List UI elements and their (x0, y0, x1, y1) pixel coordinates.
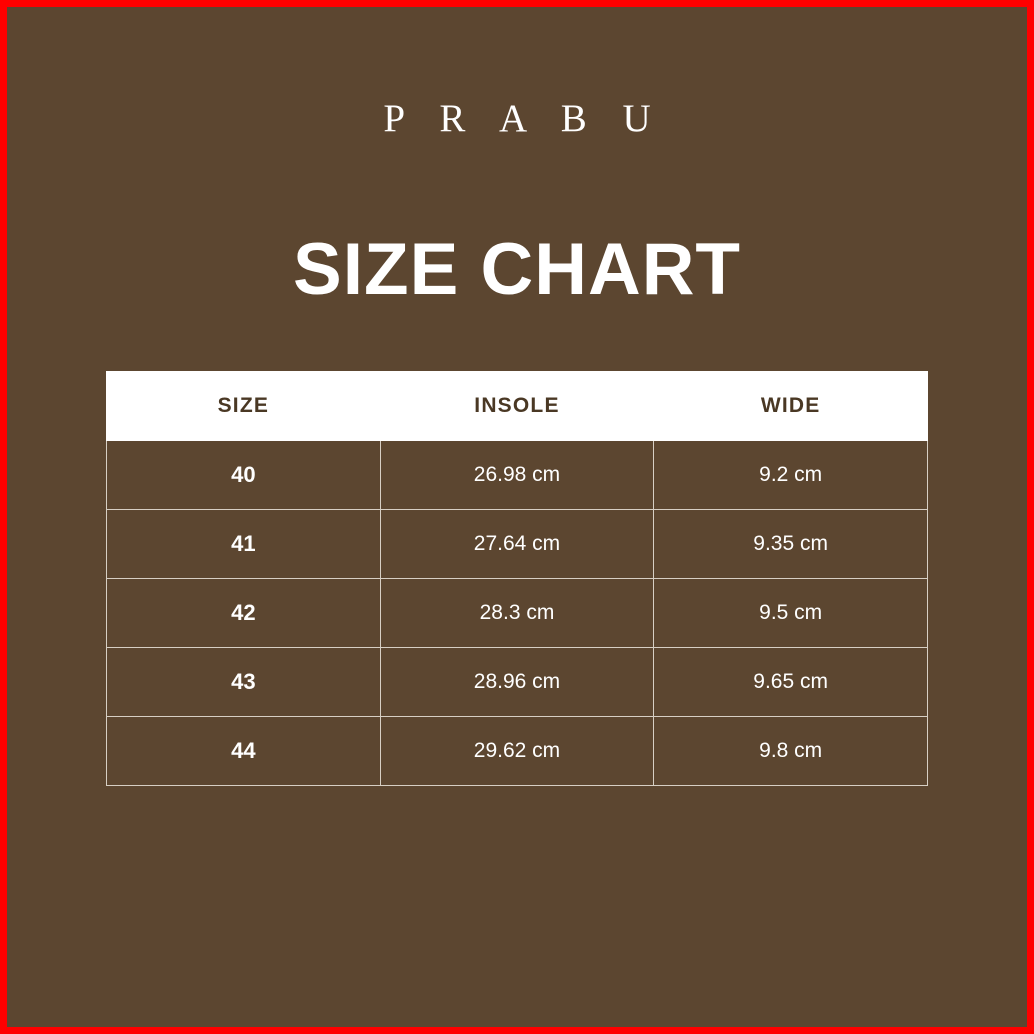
cell-wide: 9.5 cm (654, 579, 928, 648)
column-header-size: SIZE (107, 372, 381, 441)
cell-wide: 9.8 cm (654, 717, 928, 786)
page-title: SIZE CHART (293, 229, 741, 310)
cell-wide: 9.35 cm (654, 510, 928, 579)
table-row (107, 717, 928, 786)
cell-size: 42 (107, 579, 381, 648)
cell-wide: 9.65 cm (654, 648, 928, 717)
size-chart-table (106, 371, 928, 786)
cell-size: 44 (107, 717, 381, 786)
cell-size: 43 (107, 648, 381, 717)
cell-size: 41 (107, 510, 381, 579)
cell-insole: 26.98 cm (380, 441, 654, 510)
table-row (107, 648, 928, 717)
cell-insole: 29.62 cm (380, 717, 654, 786)
column-header-wide: WIDE (654, 372, 928, 441)
column-header-insole: INSOLE (380, 372, 654, 441)
cell-insole: 28.96 cm (380, 648, 654, 717)
size-chart-card (7, 7, 1027, 1027)
cell-wide: 9.2 cm (654, 441, 928, 510)
table-row (107, 441, 928, 510)
table-row (107, 579, 928, 648)
cell-insole: 27.64 cm (380, 510, 654, 579)
table-body (107, 441, 928, 786)
table-header (107, 372, 928, 441)
size-chart-table-wrapper (106, 371, 928, 786)
table-header-row (107, 372, 928, 441)
cell-insole: 28.3 cm (380, 579, 654, 648)
brand-logo: P R A B U (383, 97, 664, 140)
table-row (107, 510, 928, 579)
cell-size: 40 (107, 441, 381, 510)
